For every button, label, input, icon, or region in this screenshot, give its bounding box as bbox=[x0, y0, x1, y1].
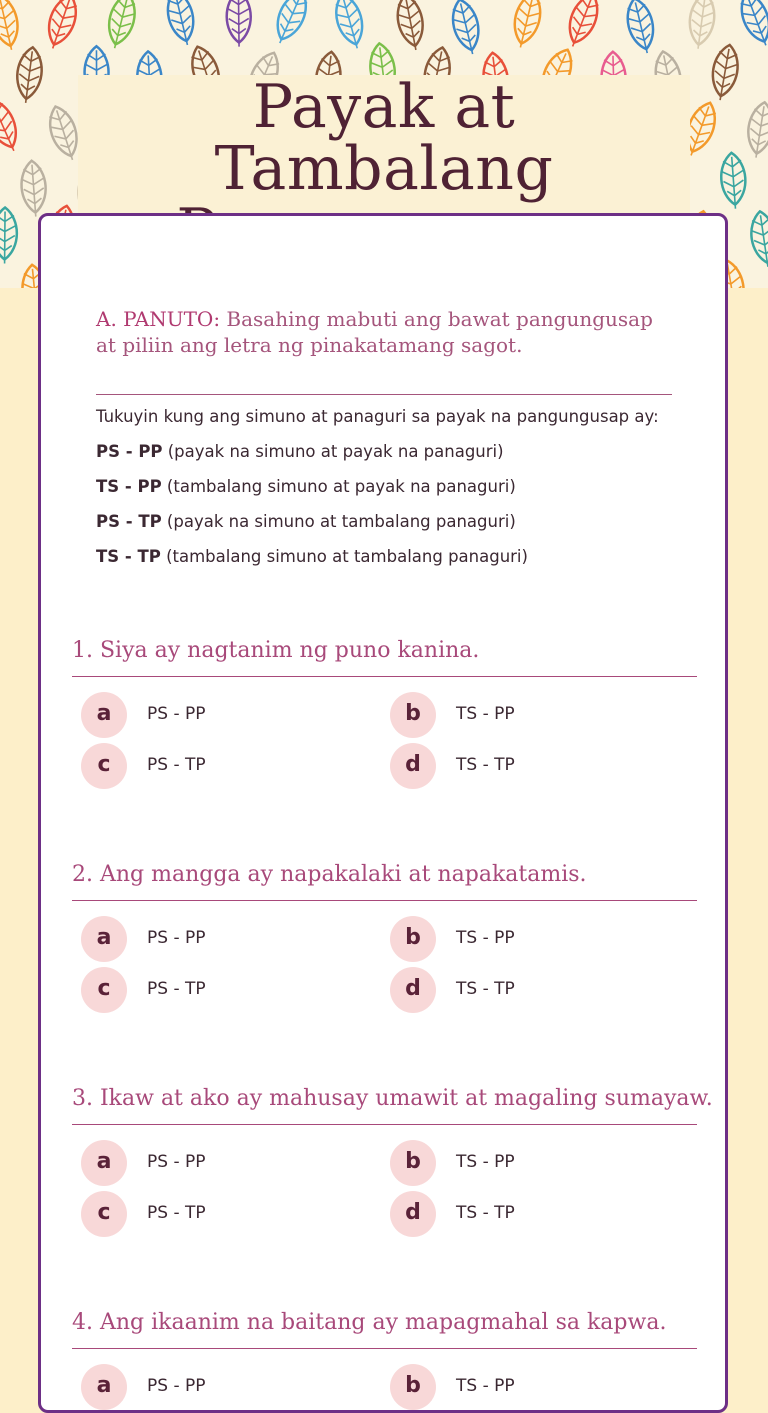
option-label: PS - PP bbox=[147, 1152, 206, 1172]
option-letter[interactable]: a bbox=[81, 916, 127, 962]
code-desc: (tambalang simuno at payak na panaguri) bbox=[166, 477, 516, 496]
question-text: 3. Ikaw at ako ay mahusay umawit at magaling sumayaw. bbox=[72, 1086, 713, 1111]
option-letter[interactable]: d bbox=[390, 1191, 436, 1237]
option-letter[interactable]: d bbox=[390, 967, 436, 1013]
option-label: TS - TP bbox=[456, 979, 515, 999]
question-divider bbox=[72, 676, 697, 677]
option-label: TS - PP bbox=[456, 704, 515, 724]
option-label: TS - TP bbox=[456, 755, 515, 775]
instructions bbox=[96, 306, 656, 358]
question-text: 4. Ang ikaanim na baitang ay mapagmahal sa kapwa. bbox=[72, 1310, 667, 1335]
option-label: PS - TP bbox=[147, 1203, 206, 1223]
option-label: TS - PP bbox=[456, 1376, 515, 1396]
option-letter[interactable]: c bbox=[81, 743, 127, 789]
code-item bbox=[96, 442, 504, 461]
option-label: TS - PP bbox=[456, 1152, 515, 1172]
code-label: PS - TP bbox=[96, 512, 162, 531]
code-desc: (tambalang simuno at tambalang panaguri) bbox=[166, 547, 528, 566]
code-label: PS - PP bbox=[96, 442, 163, 461]
code-item bbox=[96, 477, 516, 496]
option-letter[interactable]: d bbox=[390, 743, 436, 789]
instructions-label: A. PANUTO: bbox=[96, 307, 221, 331]
code-desc: (payak na simuno at tambalang panaguri) bbox=[166, 512, 516, 531]
option-letter[interactable]: a bbox=[81, 1364, 127, 1410]
option-label: PS - PP bbox=[147, 928, 206, 948]
option-letter[interactable]: c bbox=[81, 1191, 127, 1237]
option-label: PS - PP bbox=[147, 1376, 206, 1396]
code-item bbox=[96, 512, 516, 531]
option-label: TS - TP bbox=[456, 1203, 515, 1223]
option-letter[interactable]: c bbox=[81, 967, 127, 1013]
code-label: TS - TP bbox=[96, 547, 161, 566]
question-divider bbox=[72, 1348, 697, 1349]
question-divider bbox=[72, 900, 697, 901]
option-label: PS - TP bbox=[147, 755, 206, 775]
code-label: TS - PP bbox=[96, 477, 162, 496]
instructions-intro: Tukuyin kung ang simuno at panaguri sa payak na pangungusap ay: bbox=[96, 407, 659, 426]
instructions-text: Basahing mabuti ang bawat pangungusap at piliin ang letra ng pinakatamang sagot. bbox=[96, 307, 653, 357]
option-letter[interactable]: b bbox=[390, 1364, 436, 1410]
question-text: 2. Ang mangga ay napakalaki at napakatamis. bbox=[72, 862, 587, 887]
question-divider bbox=[72, 1124, 697, 1125]
option-label: PS - TP bbox=[147, 979, 206, 999]
option-letter[interactable]: b bbox=[390, 692, 436, 738]
question-text: 1. Siya ay nagtanim ng puno kanina. bbox=[72, 638, 480, 663]
option-letter[interactable]: a bbox=[81, 692, 127, 738]
option-letter[interactable]: b bbox=[390, 916, 436, 962]
option-letter[interactable]: b bbox=[390, 1140, 436, 1186]
title-line-1: Payak at Tambalang bbox=[214, 72, 554, 204]
code-desc: (payak na simuno at payak na panaguri) bbox=[167, 442, 504, 461]
option-label: TS - PP bbox=[456, 928, 515, 948]
option-label: PS - PP bbox=[147, 704, 206, 724]
code-item bbox=[96, 547, 528, 566]
divider bbox=[96, 394, 672, 395]
option-letter[interactable]: a bbox=[81, 1140, 127, 1186]
worksheet-card bbox=[38, 213, 728, 1413]
